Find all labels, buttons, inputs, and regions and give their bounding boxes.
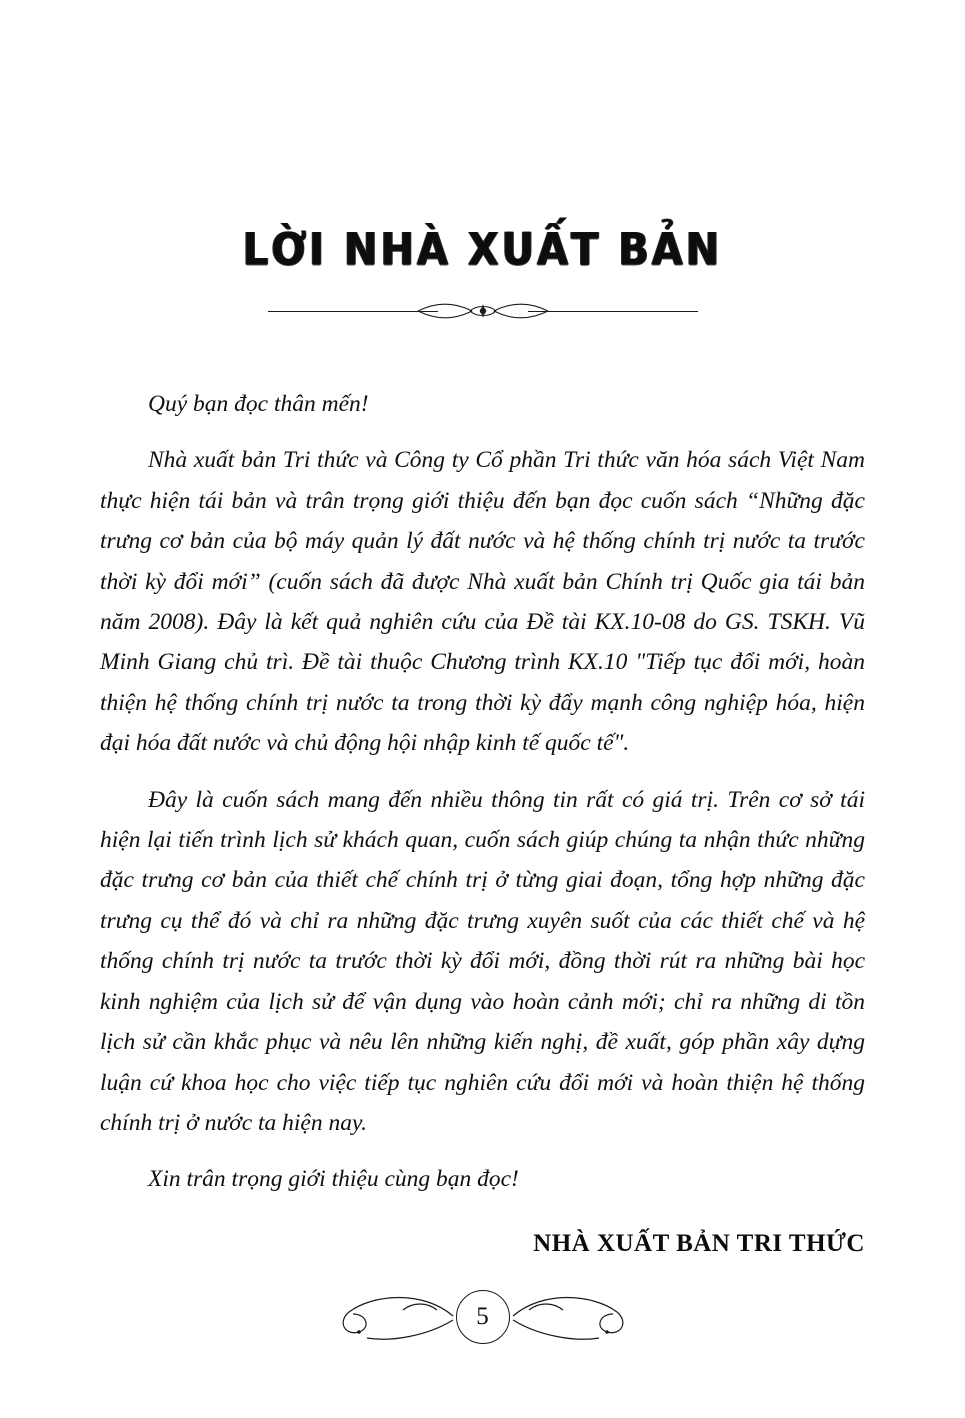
paragraph-2: Đây là cuốn sách mang đến nhiều thông tin rất có giá trị. Trên cơ sở tái hiện lại tiến trình lịch sử khách quan, cuốn sách giúp chúng ta nhận thức những đặc trưng cơ bản của thiết chế chính trị ở từng giai đoạn, tổng hợp những đặc trưng cụ thể đó và chỉ ra những đặc trưng xuyên suốt của các thiết chế và hệ thống chính trị nước ta trước thời kỳ đổi mới, đồng thời rút ra những bài học kinh nghiệm của lịch sử để vận dụng vào hoàn cảnh mới; chỉ ra những di tồn lịch sử cần khắc phục và nêu lên những kiến nghị, đề xuất, góp phần xây dựng luận cứ khoa học cho việc tiếp tục nghiên cứu đổi mới và hoàn thiện hệ thống chính trị ở nước ta hiện nay. bbox=[100, 786, 865, 1136]
closing-line: Xin trân trọng giới thiệu cùng bạn đọc! bbox=[148, 1166, 519, 1193]
letter-body bbox=[100, 384, 865, 1200]
page-footer bbox=[0, 1280, 965, 1370]
publisher-signature: NHÀ XUẤT BẢN TRI THỨC bbox=[533, 1229, 865, 1257]
title-block bbox=[0, 224, 965, 324]
page-number: 5 bbox=[456, 1290, 510, 1344]
title-divider-ornament bbox=[268, 298, 698, 324]
paragraph-1: Nhà xuất bản Tri thức và Công ty Cổ phần Tri thức văn hóa sách Việt Nam thực hiện tái bản và trân trọng giới thiệu đến bạn đọc cuốn sách “Những đặc trưng cơ bản của bộ máy quản lý đất nước và hệ thống chính trị nước ta trước thời kỳ đổi mới” (cuốn sách đã được Nhà xuất bản Chính trị Quốc gia tái bản năm 2008). Đây là kết quả nghiên cứu của Đề tài KX.10-08 do GS. TSKH. Vũ Minh Giang chủ trì. Đề tài thuộc Chương trình KX.10 "Tiếp tục đổi mới, hoàn thiện hệ thống chính trị nước ta trong thời kỳ đẩy mạnh công nghiệp hóa, hiện đại hóa đất nước và chủ động hội nhập kinh tế quốc tế". bbox=[100, 447, 865, 757]
page-title: LỜI NHÀ XUẤT BẢN bbox=[242, 224, 723, 276]
divider-flourish-icon bbox=[408, 298, 558, 324]
greeting-line: Quý bạn đọc thân mến! bbox=[148, 391, 369, 417]
